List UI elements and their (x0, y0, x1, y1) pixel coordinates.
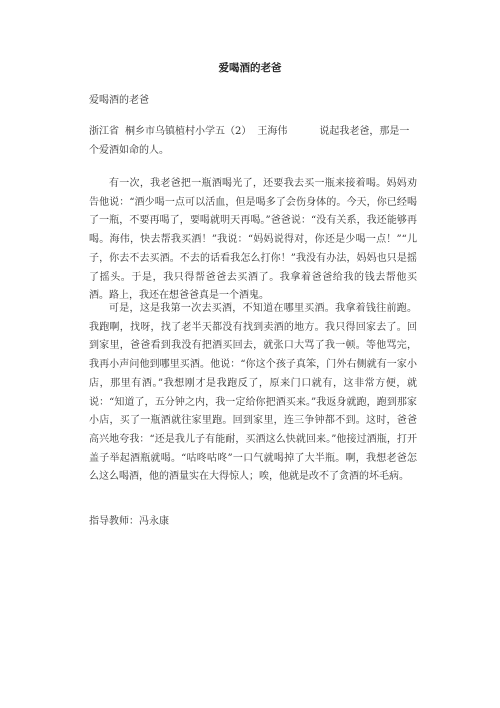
teacher-credit: 指导教师：冯永康 (89, 516, 169, 527)
body-paragraph-1: 有一次，我老爸把一瓶酒喝光了，还要我去买一瓶来接着喝。妈妈劝告他说：“酒少喝一点可以活血，但是喝多了会伤身体的。今天，你已经喝了一瓶，不要再喝了，要喝就明天再喝。”爸爸说：“没有关系，我还能够再喝。海伟，快去帮我买酒！”我说：“妈妈说得对，你还是少喝一点！”“儿子，你去不去买酒。不去的话看我怎么打你！”我没有办法，妈妈也只是摇了摇头。于是，我只得帮爸爸去买酒了。我拿着爸爸给我的钱去帮他买酒。路上，我还在想爸爸真是一个酒鬼。 (89, 178, 417, 302)
author-class: 桐乡市乌镇植村小学五（2） (125, 126, 252, 137)
opening-sentence: 说起我老爸，那是一个爱酒如命的人。 (89, 126, 410, 156)
author-line (89, 122, 415, 160)
author-name: 王海伟 (257, 126, 288, 137)
page-title: 爱喝酒的老爸 (218, 62, 282, 74)
author-school: 浙江省 (89, 126, 119, 137)
body-paragraph-2: 可是，这是我第一次去买酒，不知道在哪里买酒。我拿着钱往前跑。我跑啊，找呀，找了老半天都没有找到卖酒的地方。我只得回家去了。回到家里，爸爸看到我没有把酒买回去，就张口大骂了我一顿。等他骂完，我再小声问他到哪里买酒。他说：“你这个孩子真笨，门外右侧就有一家小店，那里有酒。”我想刚才是我跑反了，原来门口就有，这非常方便，就说：“知道了，五分钟之内，我一定给你把酒买来。”我返身就跑，跑到那家小店，买了一瓶酒就往家里跑。回到家里，连三争钟都不到。这时，爸爸高兴地夸我：“还是我儿子有能耐，买酒这么快就回来。”他接过酒瓶，打开盖子举起酒瓶就喝。“咕咚咕咚”一口气就喝掉了大半瓶。啊，我想老爸怎么这么喝酒，他的酒量实在大得惊人；唉，他就是改不了贪酒的坏毛病。 (89, 303, 417, 483)
document-subtitle: 爱喝酒的老爸 (89, 95, 149, 106)
